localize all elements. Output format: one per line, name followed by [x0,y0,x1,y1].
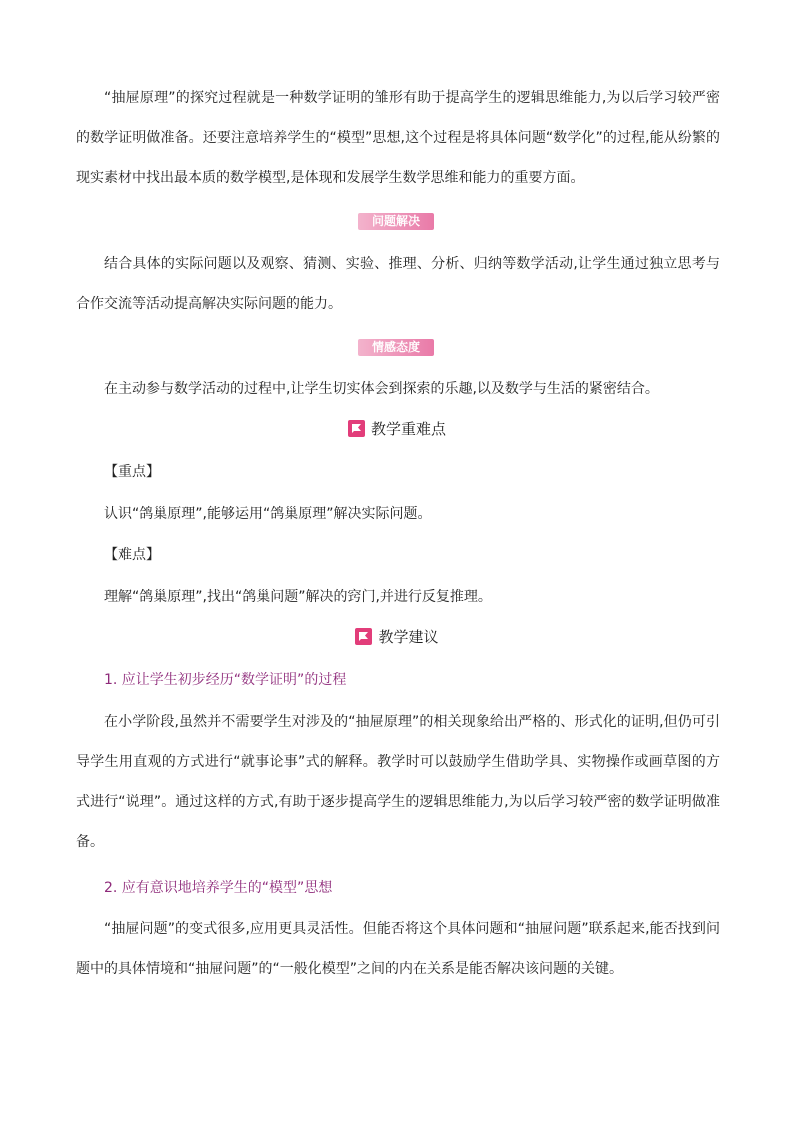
section-heading-suggestion [0,624,794,648]
problem-solving-paragraph: 结合具体的实际问题以及观察、猜测、实验、推理、分析、归纳等数学活动,让学生通过独立思考与合作交流等活动提高解决实际问题的能力。 [76,256,720,312]
suggestion-2-title: 2. 应有意识地培养学生的“模型”思想 [104,880,333,896]
section-flag-icon [348,420,365,437]
suggestion-1-paragraph: 在小学阶段,虽然并不需要学生对涉及的“抽屉原理”的相关现象给出严格的、形式化的证明,但仍可引导学生用直观的方式进行“就事论事”式的解释。教学时可以鼓励学生借助学具、实物操作或画草图的方式进行“说理”。通过这样的方式,有助于逐步提高学生的逻辑思维能力,为以后学习较严密的数学证明做准备。 [76,714,720,850]
key-point-text: 认识“鸽巢原理”,能够运用“鸽巢原理”解决实际问题。 [104,506,432,522]
suggestion-2-paragraph: “抽屉问题”的变式很多,应用更具灵活性。但能否将这个具体问题和“抽屉问题”联系起来,能否找到问题中的具体情境和“抽屉问题”的“一般化模型”之间的内在关系是能否解决该问题的关键。 [76,921,720,977]
section-flag-icon [355,628,372,645]
emotion-paragraph: 在主动参与数学活动的过程中,让学生切实体会到探索的乐趣,以及数学与生活的紧密结合。 [104,381,659,397]
label-problem-solving: 问题解决 [358,213,434,230]
difficult-point-text: 理解“鸽巢原理”,找出“鸽巢问题”解决的窍门,并进行反复推理。 [104,589,492,605]
label-emotion-attitude: 情感态度 [358,339,434,356]
intro-paragraph: “抽屉原理”的探究过程就是一种数学证明的雏形有助于提高学生的逻辑思维能力,为以后学习较严密的数学证明做准备。还要注意培养学生的“模型”思想,这个过程是将具体问题“数学化”的过程,能从纷繁的现实素材中找出最本质的数学模型,是体现和发展学生数学思维和能力的重要方面。 [76,90,720,186]
suggestion-1-title: 1. 应让学生初步经历“数学证明”的过程 [104,672,347,688]
key-point-label: 【重点】 [104,464,160,480]
difficult-point-label: 【难点】 [104,547,160,563]
section-title-difficulty: 教学重难点 [370,419,446,438]
section-title-suggestion: 教学建议 [378,627,439,646]
section-heading-difficulty [0,416,794,440]
